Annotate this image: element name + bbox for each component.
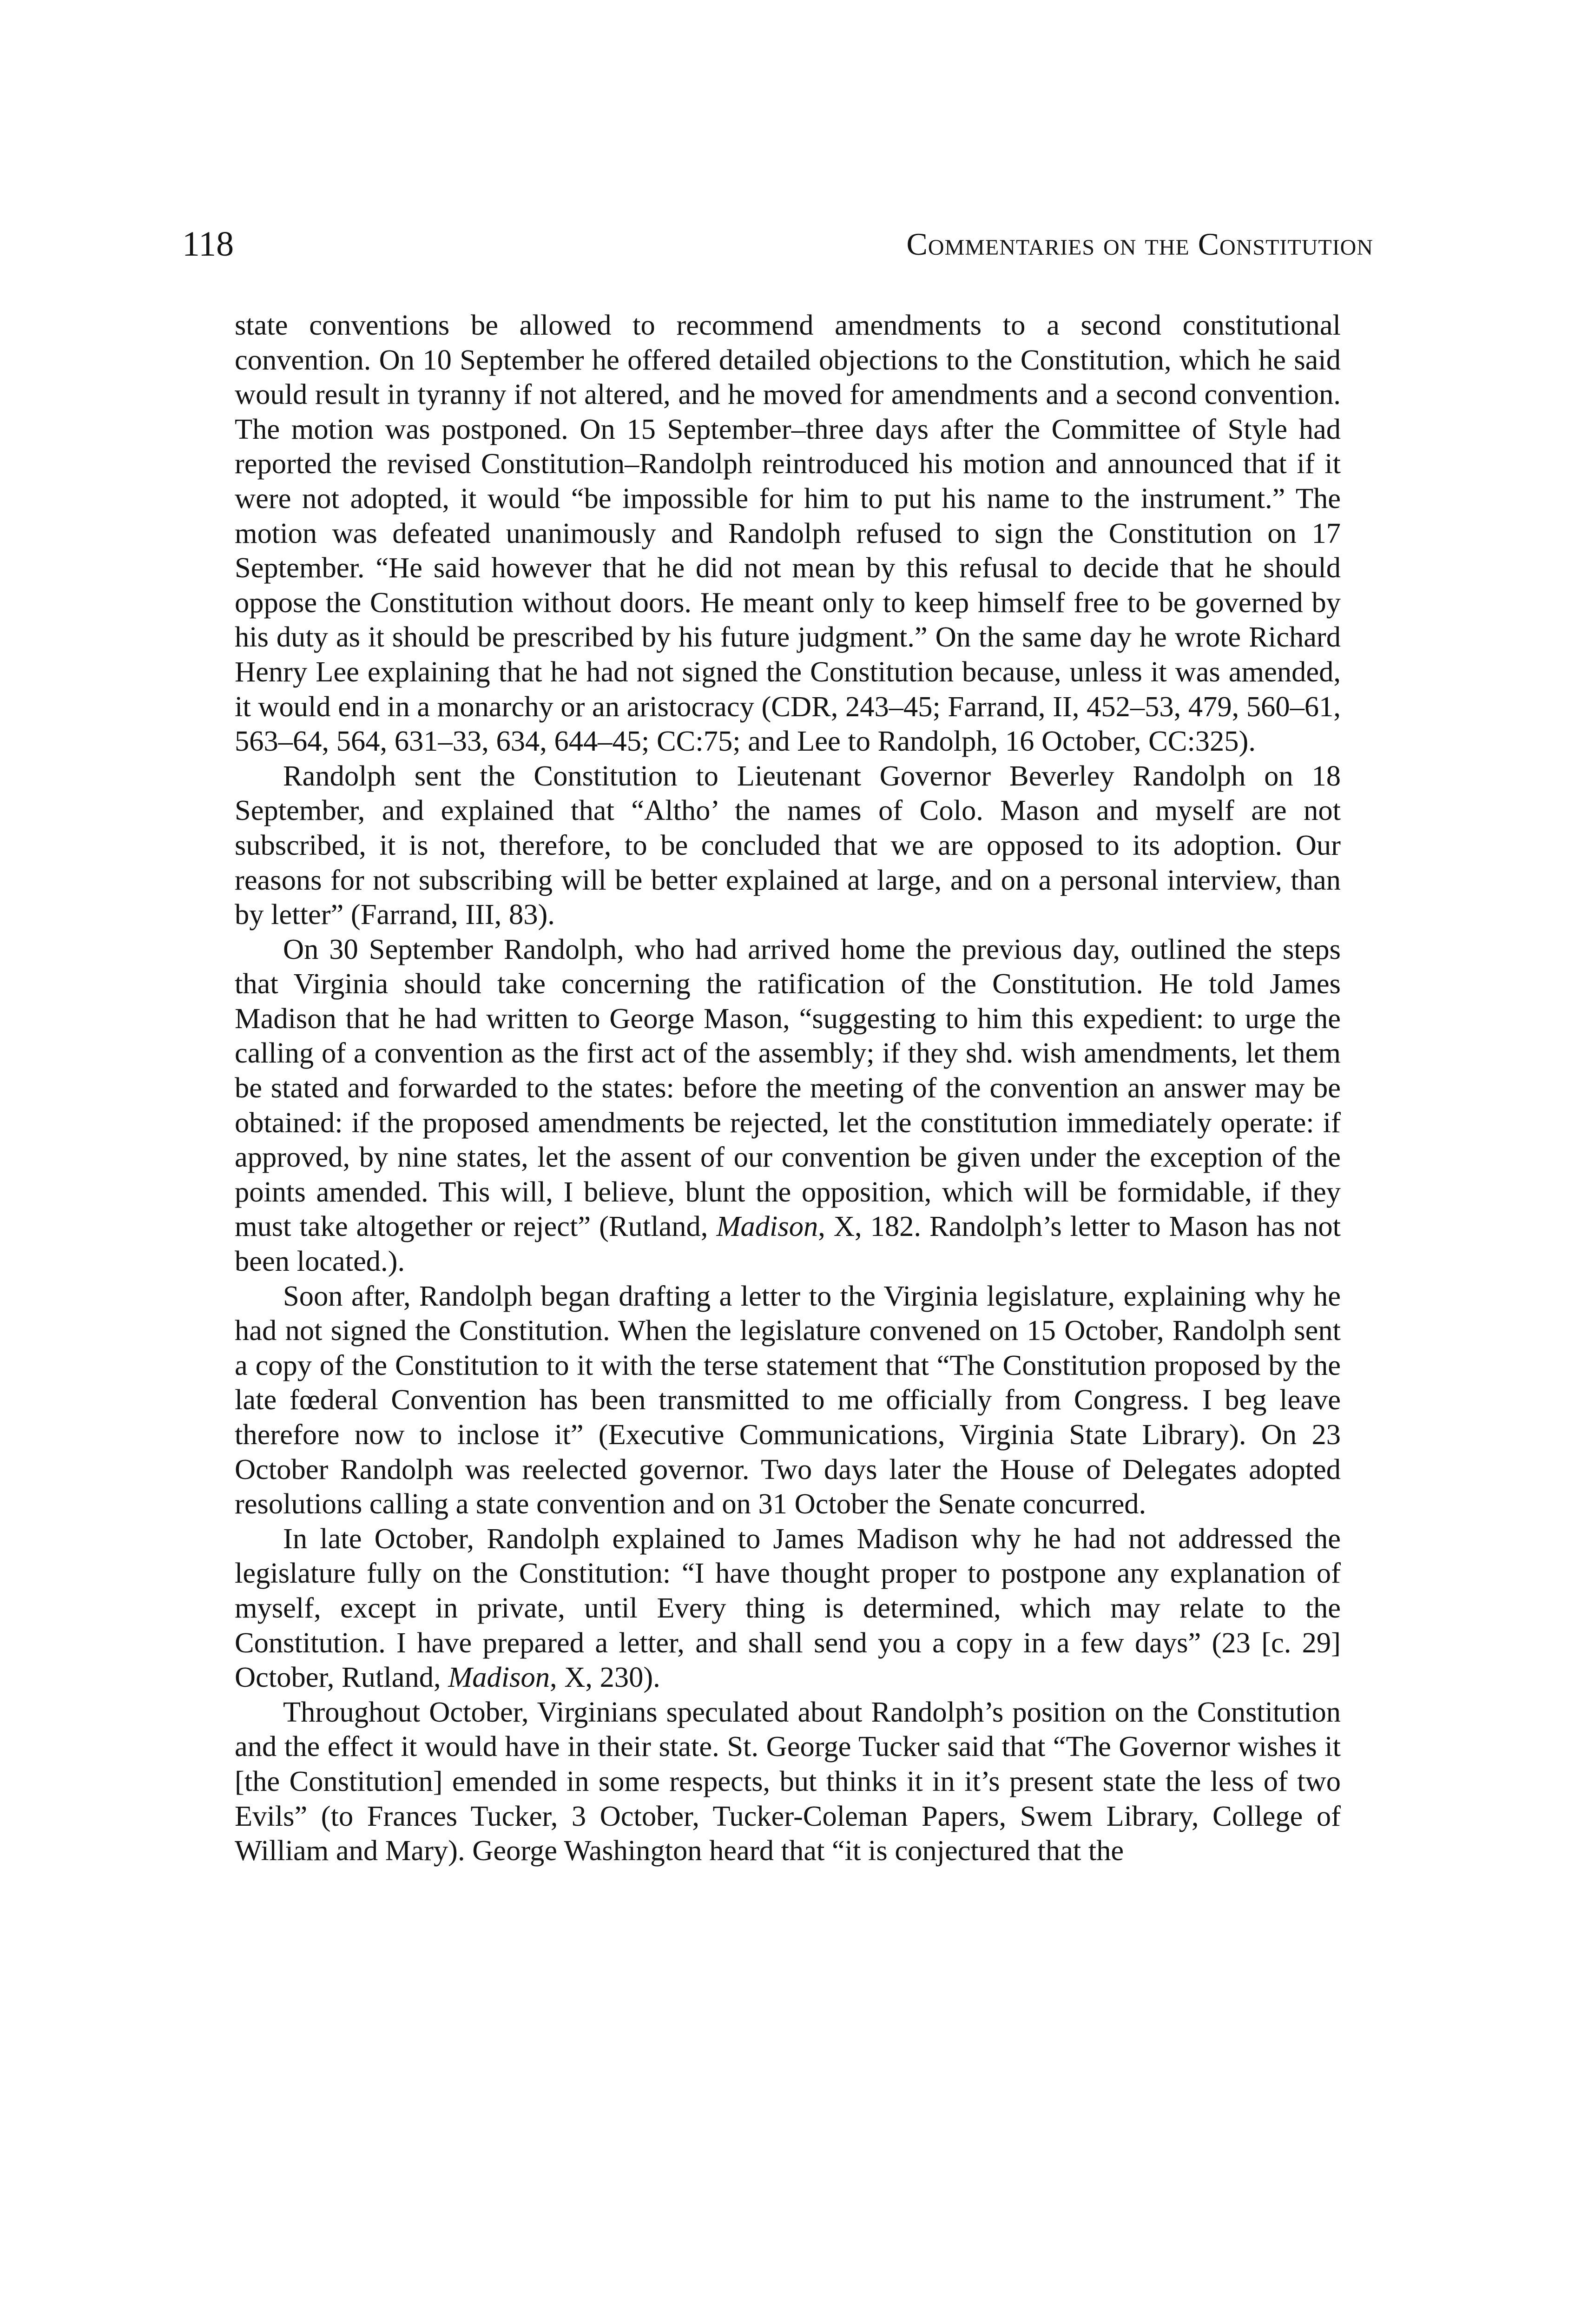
page-number: 118 xyxy=(182,224,234,264)
paragraph-5-text-b: , X, 230). xyxy=(549,1661,660,1694)
body-text xyxy=(235,308,1341,1868)
paragraph-4: Soon after, Randolph began drafting a letter to the Virginia legislature, explaining why he had not signed the Constitution. When the legislature convened on 15 October, Randolph sent a copy of the Constitution to it with the terse statement that “The Constitution proposed by the late fœderal Convention has been transmitted to me officially from Congress. I beg leave therefore now to inclose it” (Executive Communications, Virginia State Library). On 23 October Randolph was reelected governor. Two days later the House of Delegates adopted resolutions calling a state convention and on 31 October the Senate concurred. xyxy=(235,1279,1341,1520)
paragraph-2: Randolph sent the Constitution to Lieutenant Governor Beverley Randolph on 18 September, and explained that “Altho’ the names of Colo. Mason and myself are not subscribed, it is not, therefore, to be concluded that we are opposed to its adoption. Our reasons for not subscribing will be better explained at large, and on a personal interview, than by letter” (Farrand, III, 83). xyxy=(235,759,1341,931)
paragraph-3 xyxy=(235,932,1341,1279)
paragraph-6: Throughout October, Virginians speculated about Randolph’s position on the Constitution and the effect it would have in their state. St. George Tucker said that “The Governor wishes it [the Constitution] emended in some respects, but thinks it in it’s present state the less of two Evils” (to Frances Tucker, 3 October, Tucker-Coleman Papers, Swem Library, College of William and Mary). George Washington heard that “it is conjectured that the xyxy=(235,1695,1341,1867)
paragraph-3-text-b: , X, 182. Randolph’s letter to Mason has not been located.). xyxy=(235,1210,1341,1278)
running-head xyxy=(182,218,1373,270)
paragraph-1: state conventions be allowed to recommend amendments to a second constitutional convention. On 10 September he offered detailed objections to the Constitution, which he said would result in tyranny if not altered, and he moved for amendments and a second convention. The motion was postponed. On 15 September–three days after the Committee of Style had reported the revised Constitution–Randolph reintroduced his motion and announced that if it were not adopted, it would “be impossible for him to put his name to the instrument.” The motion was defeated unanimously and Randolph refused to sign the Constitution on 17 September. “He said however that he did not mean by this refusal to decide that he should oppose the Constitution without doors. He meant only to keep himself free to be governed by his duty as it should be prescribed by his future judgment.” On the same day he wrote Richard Henry Lee explaining that he had not signed the Constitution because, unless it was amended, it would end in a monarchy or an aristocracy (CDR, 243–45; Farrand, II, 452–53, 479, 560–61, 563–64, 564, 631–33, 634, 644–45; CC:75; and Lee to Randolph, 16 October, CC:325). xyxy=(235,309,1341,758)
running-title: Commentaries on the Constitution xyxy=(906,226,1373,262)
paragraph-3-text-a: On 30 September Randolph, who had arrived home the previous day, outlined the steps that Virginia should take concerning the ratification of the Constitution. He told James Madison that he had written to George Mason, “suggesting to him this expedient: to urge the calling of a convention as the first act of the assembly; if they shd. wish amendments, let them be stated and forwarded to the states: before the meeting of the convention an answer may be obtained: if the proposed amendments be rejected, let the constitution immediately operate: if approved, by nine states, let the assent of our convention be given under the exception of the points amended. This will, I believe, blunt the opposition, which will be formidable, if they must take altogether or reject” (Rutland, xyxy=(235,932,1341,1243)
paragraph-5-text-a: In late October, Randolph explained to James Madison why he had not addressed the legislature fully on the Constitution: “I have thought proper to postpone any explanation of myself, except in private, until Every thing is determined, which may relate to the Constitution. I have prepared a letter, and shall send you a copy in a few days” (23 [c. 29] October, Rutland, xyxy=(235,1522,1341,1694)
paragraph-3-italic-title: Madison xyxy=(716,1210,818,1243)
paragraph-5-italic-title: Madison xyxy=(448,1661,550,1694)
paragraph-5 xyxy=(235,1521,1341,1695)
